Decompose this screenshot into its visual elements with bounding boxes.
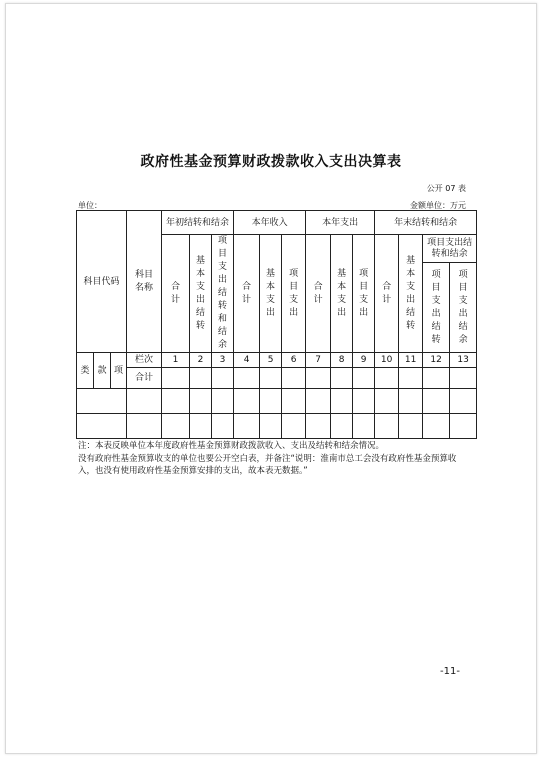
header-opening-total: 合计: [162, 235, 190, 353]
amount-unit-label: 金额单位：万元: [410, 201, 466, 210]
table-cell: [423, 414, 450, 439]
total-row: [77, 368, 477, 389]
table-notes: [78, 440, 470, 478]
column-index-label: 栏次: [127, 353, 162, 368]
header-closing-total: 合计: [375, 235, 399, 353]
table-cell: [450, 414, 477, 439]
table-cell: [331, 368, 353, 389]
table-cell: [190, 389, 212, 414]
header-income: 本年收入: [234, 211, 306, 235]
header-opening-project: 项目支出结转和结余: [212, 235, 234, 353]
table-cell: [399, 414, 423, 439]
table-cell: [306, 368, 331, 389]
header-expense-project: 项目支出: [353, 235, 375, 353]
column-number: 6: [282, 353, 306, 368]
table-cell: [162, 414, 190, 439]
table-cell: [450, 368, 477, 389]
table-cell: [234, 389, 260, 414]
table-cell: [260, 368, 282, 389]
table-cell: [212, 368, 234, 389]
page-number: -11-: [440, 666, 460, 677]
page-title: 政府性基金预算财政拨款收入支出决算表: [140, 154, 402, 170]
column-number: 9: [353, 353, 375, 368]
total-row-label: 合计: [127, 368, 162, 389]
table-cell: [190, 368, 212, 389]
table-cell: [234, 368, 260, 389]
table-cell: [282, 368, 306, 389]
header-closing-project-surplus: 项目支出结余: [450, 263, 477, 353]
column-number: 8: [331, 353, 353, 368]
column-number: 7: [306, 353, 331, 368]
table-cell: [162, 389, 190, 414]
column-number: 3: [212, 353, 234, 368]
header-cat-lei: 类: [77, 353, 94, 389]
header-closing-balance: 年末结转和结余: [375, 211, 477, 235]
table-cell: [353, 389, 375, 414]
table-cell: [77, 414, 127, 439]
table-cell: [260, 389, 282, 414]
table-row: [77, 389, 477, 414]
table-cell: [77, 389, 127, 414]
header-closing-project-carry: 项目支出结转: [423, 263, 450, 353]
column-number: 4: [234, 353, 260, 368]
note-line-2: 没有政府性基金预算收支的单位也要公开空白表，并备注“说明：淮南市总工会没有政府性基金预算收入，也没有使用政府性基金预算安排的支出，故本表无数据。”: [78, 453, 457, 476]
column-number: 1: [162, 353, 190, 368]
table-cell: [212, 414, 234, 439]
header-income-project: 项目支出: [282, 235, 306, 353]
unit-label: 单位：: [78, 201, 102, 210]
table-cell: [162, 368, 190, 389]
header-closing-basic: 基本支出结转: [399, 235, 423, 353]
form-number: 公开 07 表: [426, 184, 466, 193]
column-number: 11: [399, 353, 423, 368]
header-expense-total: 合计: [306, 235, 331, 353]
table-cell: [282, 414, 306, 439]
column-number: 2: [190, 353, 212, 368]
table-cell: [375, 368, 399, 389]
table-cell: [399, 389, 423, 414]
column-number: 10: [375, 353, 399, 368]
table-cell: [212, 389, 234, 414]
table-cell: [127, 389, 162, 414]
budget-table: [76, 210, 477, 439]
column-number: 12: [423, 353, 450, 368]
header-opening-basic: 基本支出结转: [190, 235, 212, 353]
header-expense-basic: 基本支出: [331, 235, 353, 353]
table-cell: [399, 368, 423, 389]
table-cell: [423, 389, 450, 414]
header-cat-xiang: 项: [111, 353, 127, 389]
column-number: 13: [450, 353, 477, 368]
table-cell: [353, 414, 375, 439]
table-cell: [282, 389, 306, 414]
table-cell: [234, 414, 260, 439]
header-cat-kuan: 款: [94, 353, 111, 389]
header-subject-code: 科目代码: [77, 211, 127, 353]
table-cell: [423, 368, 450, 389]
table-cell: [306, 414, 331, 439]
table-cell: [260, 414, 282, 439]
column-index-row: [77, 353, 477, 368]
table-cell: [375, 414, 399, 439]
column-number: 5: [260, 353, 282, 368]
table-row: [77, 414, 477, 439]
table-cell: [375, 389, 399, 414]
table-cell: [331, 414, 353, 439]
note-line-1: 注：本表反映单位本年度政府性基金预算财政拨款收入、支出及结转和结余情况。: [78, 441, 385, 451]
table-cell: [353, 368, 375, 389]
table-cell: [450, 389, 477, 414]
header-closing-project: 项目支出结转和结余: [423, 235, 477, 263]
header-subject-name: 科目名称: [127, 211, 162, 353]
header-income-basic: 基本支出: [260, 235, 282, 353]
header-opening-balance: 年初结转和结余: [162, 211, 234, 235]
table-cell: [190, 414, 212, 439]
table-cell: [306, 389, 331, 414]
header-expense: 本年支出: [306, 211, 375, 235]
table-cell: [127, 414, 162, 439]
header-income-total: 合计: [234, 235, 260, 353]
table-cell: [331, 389, 353, 414]
